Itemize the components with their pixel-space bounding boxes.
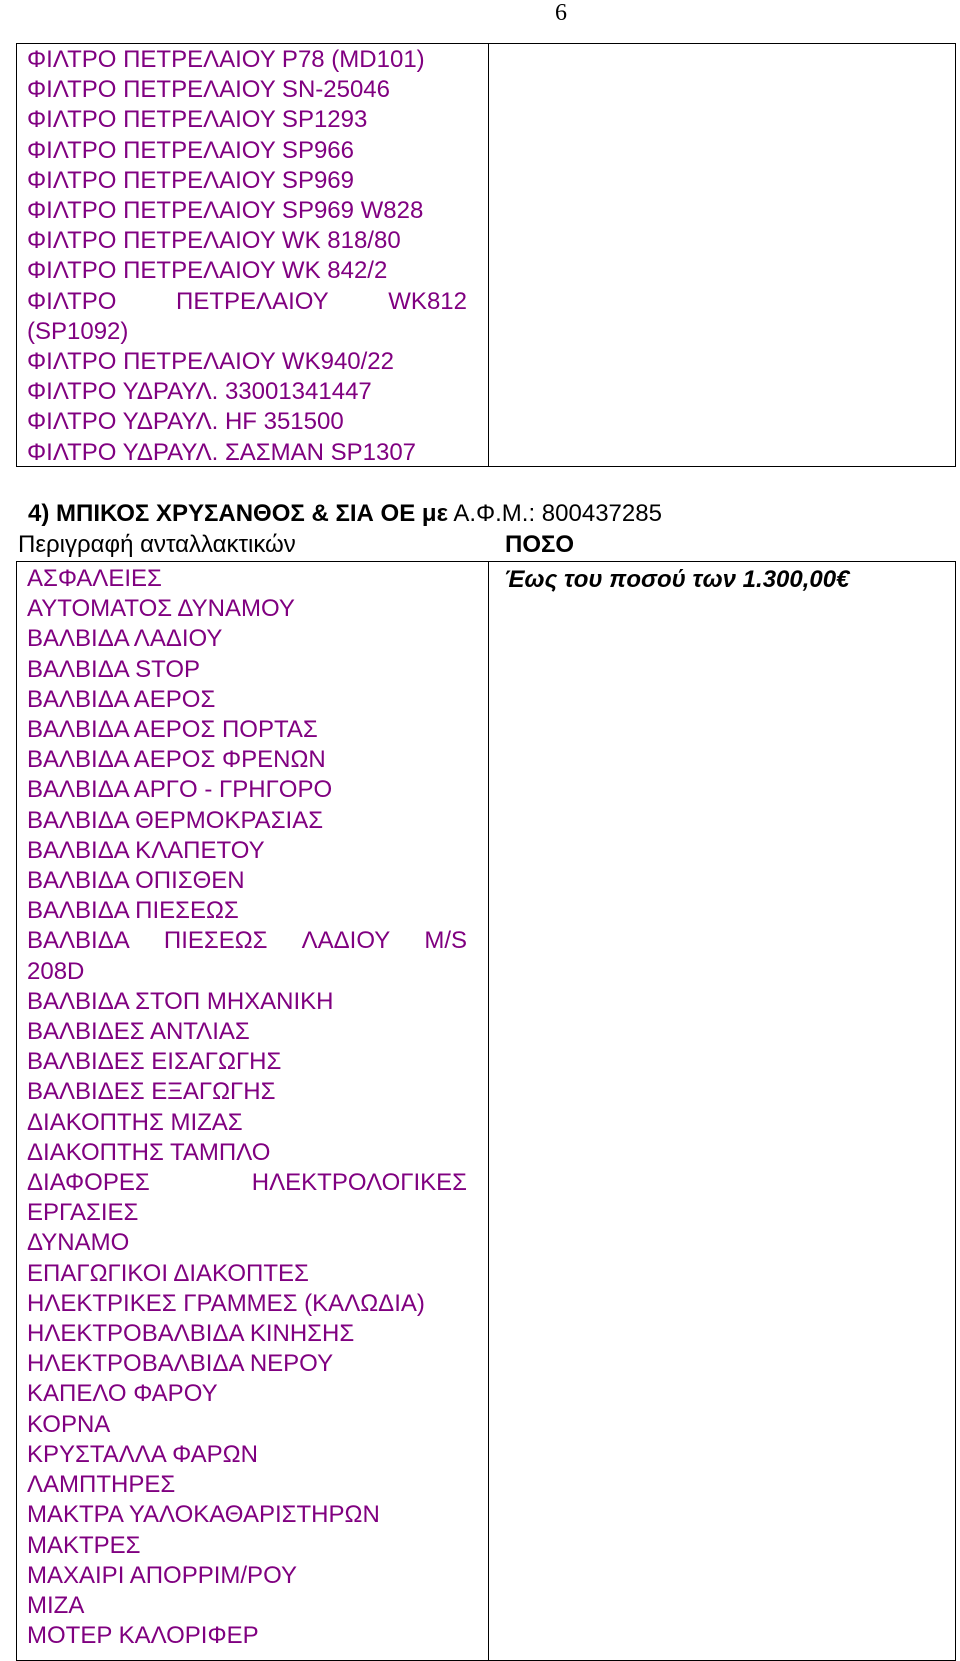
parts-table-continued: [16, 43, 956, 467]
list-item: ΔΙΑΚΟΠΤΗΣ ΤΑΜΠΛΟ: [27, 1138, 271, 1166]
list-item-justified: [27, 287, 467, 317]
list-item: ΒΑΛΒΙΔΑ STOP: [27, 655, 201, 683]
list-item: ΦΙΛΤΡΟ ΠΕΤΡΕΛΑΙΟΥ WK940/22: [27, 348, 394, 376]
word: M/S: [424, 927, 467, 955]
list-item: ΚΡΥΣΤΑΛΛΑ ΦΑΡΩΝ: [27, 1440, 258, 1468]
with-label: με: [421, 500, 448, 527]
list-item-continuation: (SP1092): [27, 317, 129, 345]
word: WK812: [388, 287, 467, 315]
list-item-justified: [27, 1168, 467, 1198]
list-item: ΒΑΛΒΙΔΑ ΘΕΡΜΟΚΡΑΣΙΑΣ: [27, 806, 324, 834]
parts-list-column: [17, 562, 489, 1660]
list-item: ΒΑΛΒΙΔΑ ΚΛΑΠΕΤΟΥ: [27, 836, 265, 864]
list-item: ΑΥΤΟΜΑΤΟΣ ΔΥΝΑΜΟΥ: [27, 595, 295, 623]
word: ΗΛΕΚΤΡΟΛΟΓΙΚΕΣ: [251, 1169, 467, 1197]
list-item: ΒΑΛΒΙΔΑ ΟΠΙΣΘΕΝ: [27, 867, 245, 895]
parts-table: [16, 561, 956, 1661]
list-item: ΜΟΤΕΡ ΚΑΛΟΡΙΦΕΡ: [27, 1622, 259, 1650]
column-header-amount: ΠΟΣΟ: [505, 531, 575, 558]
list-item-continuation: 208D: [27, 957, 85, 985]
list-item: ΒΑΛΒΙΔΑ ΑΕΡΟΣ: [27, 685, 216, 713]
list-item: ΑΣΦΑΛΕΙΕΣ: [27, 565, 162, 592]
word: ΦΙΛΤΡΟ: [27, 287, 117, 315]
list-item: ΜΙΖΑ: [27, 1591, 85, 1619]
list-item: ΒΑΛΒΙΔΑ ΑΕΡΟΣ ΦΡΕΝΩΝ: [27, 746, 326, 774]
supplier-name: 4) ΜΠΙΚΟΣ ΧΡΥΣΑΝΘΟΣ & ΣΙΑ ΟΕ: [28, 500, 416, 527]
list-item: ΦΙΛΤΡΟ ΥΔΡΑΥΛ. HF 351500: [27, 408, 344, 436]
list-item: ΜΑΧΑΙΡΙ ΑΠΟΡΡΙΜ/ΡΟΥ: [27, 1561, 297, 1589]
list-item: ΒΑΛΒΙΔΕΣ ΕΞΑΓΩΓΗΣ: [27, 1078, 276, 1106]
list-item: ΔΙΑΚΟΠΤΗΣ ΜΙΖΑΣ: [27, 1108, 243, 1136]
list-item: ΒΑΛΒΙΔΑ ΛΑΔΙΟΥ: [27, 625, 223, 653]
word: ΔΙΑΦΟΡΕΣ: [27, 1169, 150, 1197]
word: ΠΕΤΡΕΛΑΙΟΥ: [176, 287, 329, 315]
parts-list-column: [17, 44, 489, 466]
list-item: ΚΑΠΕΛΟ ΦΑΡΟΥ: [27, 1380, 218, 1408]
word: ΠΙΕΣΕΩΣ: [163, 927, 268, 955]
list-item: ΗΛΕΚΤΡΟΒΑΛΒΙΔΑ ΝΕΡΟΥ: [27, 1350, 334, 1378]
page-number: 6: [555, 0, 567, 26]
list-item: ΗΛΕΚΤΡΙΚΕΣ ΓΡΑΜΜΕΣ (ΚΑΛΩΔΙΑ): [27, 1289, 425, 1317]
list-item: ΜΑΚΤΡΕΣ: [27, 1531, 141, 1559]
list-item: ΦΙΛΤΡΟ ΥΔΡΑΥΛ. ΣΑΣΜΑΝ SP1307: [27, 438, 417, 466]
list-item: ΜΑΚΤΡΑ ΥΑΛΟΚΑΘΑΡΙΣΤΗΡΩΝ: [27, 1501, 380, 1529]
list-item: ΒΑΛΒΙΔΕΣ ΑΝΤΛΙΑΣ: [27, 1018, 250, 1046]
list-item: ΦΙΛΤΡΟ ΠΕΤΡΕΛΑΙΟΥ SP969 W828: [27, 197, 424, 225]
list-item: ΦΙΛΤΡΟ ΠΕΤΡΕΛΑΙΟΥ SP1293: [27, 106, 368, 134]
list-item: ΦΙΛΤΡΟ ΥΔΡΑΥΛ. 33001341447: [27, 378, 372, 406]
list-item: ΦΙΛΤΡΟ ΠΕΤΡΕΛΑΙΟΥ SN-25046: [27, 76, 390, 104]
list-item: ΦΙΛΤΡΟ ΠΕΤΡΕΛΑΙΟΥ P78 (MD101): [27, 46, 425, 73]
list-item: ΒΑΛΒΙΔΑ ΑΡΓΟ - ΓΡΗΓΟΡΟ: [27, 776, 333, 804]
list-item: ΚΟΡΝΑ: [27, 1410, 111, 1438]
list-item: ΦΙΛΤΡΟ ΠΕΤΡΕΛΑΙΟΥ WK 818/80: [27, 227, 401, 255]
list-item: ΦΙΛΤΡΟ ΠΕΤΡΕΛΑΙΟΥ WK 842/2: [27, 257, 388, 285]
list-item: ΦΙΛΤΡΟ ΠΕΤΡΕΛΑΙΟΥ SP966: [27, 136, 354, 164]
column-header-description: Περιγραφή ανταλλακτικών: [18, 531, 296, 558]
list-item: ΒΑΛΒΙΔΑ ΑΕΡΟΣ ΠΟΡΤΑΣ: [27, 716, 318, 744]
list-item: ΛΑΜΠΤΗΡΕΣ: [27, 1471, 176, 1499]
list-item: ΕΠΑΓΩΓΙΚΟΙ ΔΙΑΚΟΠΤΕΣ: [27, 1259, 309, 1287]
amount-column: [489, 562, 955, 1660]
list-item: ΔΥΝΑΜΟ: [27, 1229, 130, 1257]
list-item: ΦΙΛΤΡΟ ΠΕΤΡΕΛΑΙΟΥ SP969: [27, 166, 354, 194]
word: ΒΑΛΒΙΔΑ: [27, 927, 130, 955]
section-heading: [28, 500, 662, 528]
list-item-continuation: ΕΡΓΑΣΙΕΣ: [27, 1199, 139, 1227]
tax-id: Α.Φ.Μ.: 800437285: [453, 500, 662, 527]
max-amount: Έως του ποσού των 1.300,00€: [504, 566, 850, 593]
list-item: ΒΑΛΒΙΔΑ ΣΤΟΠ ΜΗΧΑΝΙΚΗ: [27, 987, 334, 1015]
list-item: ΗΛΕΚΤΡΟΒΑΛΒΙΔΑ ΚΙΝΗΣΗΣ: [27, 1320, 355, 1348]
word: ΛΑΔΙΟΥ: [301, 927, 391, 955]
list-item: ΒΑΛΒΙΔΕΣ ΕΙΣΑΓΩΓΗΣ: [27, 1048, 282, 1076]
list-item-justified: [27, 926, 467, 956]
list-item: ΒΑΛΒΙΔΑ ΠΙΕΣΕΩΣ: [27, 897, 239, 925]
